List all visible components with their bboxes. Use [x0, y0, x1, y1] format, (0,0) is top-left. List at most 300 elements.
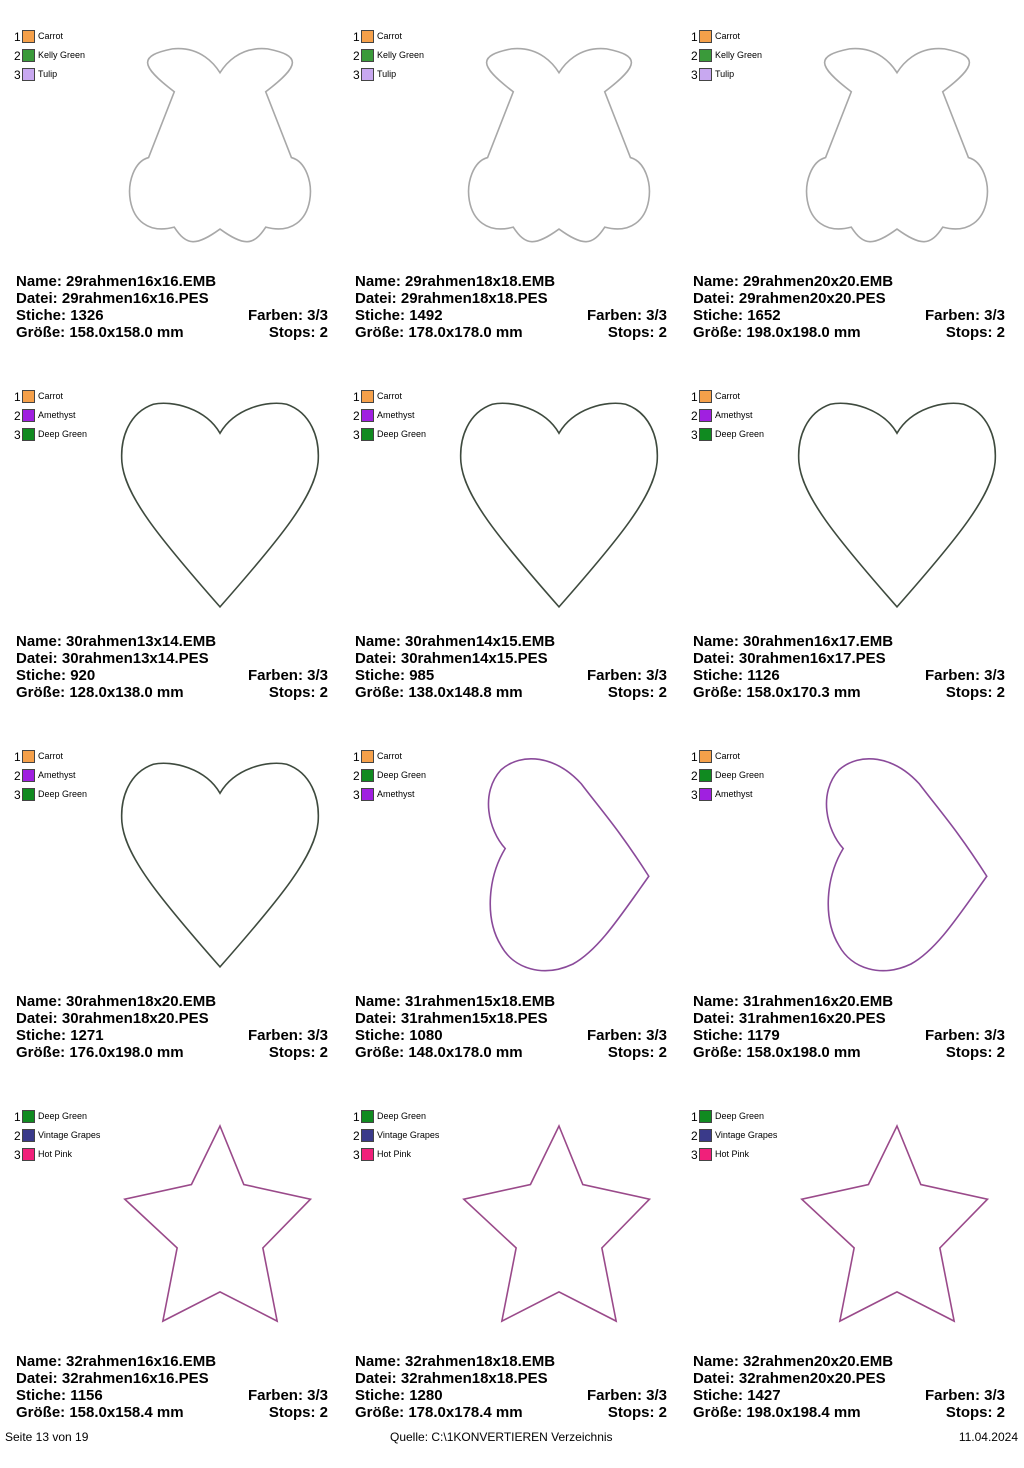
design-info [16, 273, 328, 341]
stops-value: 2 [996, 684, 1005, 701]
thread-color-swatch [699, 750, 712, 763]
thread-name: Amethyst [715, 789, 753, 799]
colors-label: Farben: [586, 307, 642, 324]
thread-color-swatch [22, 390, 35, 403]
design-name: 32rahmen16x16.EMB [66, 1353, 217, 1370]
stops-label: Stops: [945, 684, 993, 701]
design-name: 32rahmen20x20.EMB [743, 1353, 894, 1370]
size-label: Größe: [355, 1044, 405, 1061]
stitches-value: 1126 [747, 667, 780, 684]
design-outline [464, 1126, 650, 1321]
colors-label: Farben: [924, 307, 980, 324]
design-card [8, 28, 346, 388]
thread-number: 1 [353, 390, 360, 404]
stops-value: 2 [658, 324, 667, 341]
design-preview-star [120, 1126, 320, 1326]
stitches-value: 1179 [747, 1027, 780, 1044]
thread-color-swatch [361, 750, 374, 763]
size-value: 158.0x198.0 mm [746, 1044, 861, 1061]
design-card [685, 388, 1023, 748]
colors-value: 3/3 [646, 1387, 667, 1404]
name-label: Name: [693, 273, 739, 290]
page-number: Seite 13 von 19 [5, 1430, 89, 1444]
thread-color-swatch [699, 390, 712, 403]
size-value: 158.0x170.3 mm [746, 684, 861, 701]
size-value: 176.0x198.0 mm [69, 1044, 184, 1061]
thread-number: 1 [14, 30, 21, 44]
thread-color-swatch [22, 1129, 35, 1142]
stitches-label: Stiche: [355, 307, 406, 324]
thread-color-swatch [699, 30, 712, 43]
thread-number: 2 [691, 769, 698, 783]
design-name: 32rahmen18x18.EMB [405, 1353, 556, 1370]
design-name: 30rahmen18x20.EMB [66, 993, 217, 1010]
stitches-label: Stiche: [16, 307, 67, 324]
stops-value: 2 [658, 1044, 667, 1061]
size-value: 178.0x178.4 mm [408, 1404, 523, 1421]
stops-value: 2 [658, 684, 667, 701]
page-footer [0, 1428, 1024, 1446]
thread-name: Tulip [38, 69, 58, 79]
thread-number: 2 [691, 49, 698, 63]
design-info [693, 273, 1005, 341]
size-value: 178.0x178.0 mm [408, 324, 523, 341]
thread-number: 2 [14, 49, 21, 63]
thread-name: Amethyst [38, 770, 76, 780]
design-file: 29rahmen20x20.PES [738, 290, 886, 307]
design-card [347, 388, 685, 748]
thread-color-swatch [361, 68, 374, 81]
design-info [355, 273, 667, 341]
thread-color-swatch [699, 1129, 712, 1142]
thread-name: Carrot [377, 391, 403, 401]
thread-color-swatch [361, 428, 374, 441]
thread-number: 1 [14, 1110, 21, 1124]
thread-name: Carrot [377, 31, 403, 41]
colors-value: 3/3 [646, 307, 667, 324]
stops-label: Stops: [945, 1404, 993, 1421]
design-outline [130, 49, 311, 242]
thread-color-swatch [699, 68, 712, 81]
size-value: 158.0x158.0 mm [69, 324, 184, 341]
thread-color-swatch [361, 409, 374, 422]
file-label: Datei: [16, 290, 58, 307]
thread-name: Carrot [715, 31, 741, 41]
design-preview-heart [459, 396, 659, 611]
stitches-label: Stiche: [16, 1027, 67, 1044]
thread-number: 1 [14, 750, 21, 764]
size-value: 158.0x158.4 mm [69, 1404, 184, 1421]
colors-label: Farben: [247, 667, 303, 684]
file-label: Datei: [355, 290, 397, 307]
thread-color-swatch [22, 1148, 35, 1161]
thread-number: 3 [14, 788, 21, 802]
design-name: 29rahmen18x18.EMB [405, 273, 556, 290]
thread-name: Deep Green [377, 1111, 427, 1121]
stitches-value: 1652 [747, 307, 781, 324]
name-label: Name: [16, 993, 62, 1010]
stops-label: Stops: [945, 324, 993, 341]
design-name: 29rahmen20x20.EMB [743, 273, 894, 290]
colors-value: 3/3 [646, 667, 667, 684]
design-outline [469, 49, 650, 242]
design-card [685, 28, 1023, 388]
stitches-label: Stiche: [693, 1387, 744, 1404]
file-label: Datei: [693, 650, 735, 667]
size-label: Größe: [693, 324, 743, 341]
stops-label: Stops: [607, 1044, 655, 1061]
thread-name: Amethyst [715, 410, 753, 420]
file-label: Datei: [355, 650, 397, 667]
size-label: Größe: [693, 1044, 743, 1061]
stops-label: Stops: [607, 324, 655, 341]
size-label: Größe: [16, 1404, 66, 1421]
design-file: 30rahmen13x14.PES [61, 650, 209, 667]
name-label: Name: [693, 993, 739, 1010]
stitches-value: 985 [409, 667, 435, 684]
design-name: 31rahmen15x18.EMB [405, 993, 556, 1010]
stops-label: Stops: [607, 684, 655, 701]
design-card [347, 28, 685, 388]
colors-value: 3/3 [307, 307, 328, 324]
thread-number: 1 [691, 390, 698, 404]
design-preview-heart [120, 396, 320, 611]
thread-name: Carrot [38, 31, 64, 41]
thread-color-swatch [361, 30, 374, 43]
design-file: 30rahmen16x17.PES [738, 650, 886, 667]
file-label: Datei: [16, 1010, 58, 1027]
stitches-label: Stiche: [693, 1027, 744, 1044]
design-file: 30rahmen18x20.PES [61, 1010, 209, 1027]
colors-label: Farben: [586, 1387, 642, 1404]
file-label: Datei: [355, 1370, 397, 1387]
thread-name: Kelly Green [38, 50, 86, 60]
size-value: 138.0x148.8 mm [408, 684, 523, 701]
stops-label: Stops: [268, 324, 316, 341]
design-info [16, 993, 328, 1061]
thread-name: Carrot [38, 391, 64, 401]
thread-color-swatch [361, 1129, 374, 1142]
thread-name: Amethyst [377, 789, 415, 799]
stitches-label: Stiche: [693, 667, 744, 684]
design-outline [799, 403, 996, 607]
thread-name: Vintage Grapes [377, 1130, 440, 1140]
design-card [685, 748, 1023, 1108]
thread-name: Carrot [377, 751, 403, 761]
thread-name: Carrot [715, 751, 741, 761]
stitches-value: 1080 [409, 1027, 443, 1044]
size-label: Größe: [355, 324, 405, 341]
file-label: Datei: [693, 1010, 735, 1027]
thread-number: 2 [14, 1129, 21, 1143]
thread-color-swatch [22, 750, 35, 763]
name-label: Name: [16, 633, 62, 650]
design-file: 29rahmen18x18.PES [400, 290, 548, 307]
thread-number: 3 [14, 1148, 21, 1162]
thread-name: Hot Pink [377, 1149, 412, 1159]
name-label: Name: [355, 993, 401, 1010]
stitches-value: 1326 [70, 307, 104, 324]
design-name: 29rahmen16x16.EMB [66, 273, 217, 290]
thread-color-swatch [22, 788, 35, 801]
thread-number: 2 [353, 409, 360, 423]
thread-color-swatch [699, 1110, 712, 1123]
thread-name: Kelly Green [377, 50, 425, 60]
design-info [693, 1353, 1005, 1421]
design-info [693, 993, 1005, 1061]
colors-label: Farben: [586, 1027, 642, 1044]
thread-number: 3 [691, 428, 698, 442]
colors-value: 3/3 [984, 307, 1005, 324]
design-outline [461, 403, 658, 607]
size-label: Größe: [355, 1404, 405, 1421]
design-outline [802, 1126, 988, 1321]
size-value: 148.0x178.0 mm [408, 1044, 523, 1061]
stitches-value: 1280 [409, 1387, 443, 1404]
colors-value: 3/3 [646, 1027, 667, 1044]
design-preview-heart-tilted [463, 756, 653, 978]
colors-value: 3/3 [307, 1387, 328, 1404]
size-label: Größe: [16, 324, 66, 341]
thread-name: Tulip [715, 69, 735, 79]
stops-value: 2 [319, 1044, 328, 1061]
colors-value: 3/3 [307, 667, 328, 684]
thread-color-swatch [699, 409, 712, 422]
thread-name: Deep Green [715, 1111, 765, 1121]
thread-number: 3 [353, 788, 360, 802]
stitches-label: Stiche: [693, 307, 744, 324]
thread-color-swatch [22, 769, 35, 782]
file-label: Datei: [16, 650, 58, 667]
thread-color-swatch [361, 1148, 374, 1161]
thread-color-swatch [22, 49, 35, 62]
design-outline [122, 763, 319, 967]
design-card [8, 1108, 346, 1468]
colors-label: Farben: [586, 667, 642, 684]
stops-value: 2 [319, 324, 328, 341]
thread-number: 2 [353, 1129, 360, 1143]
name-label: Name: [693, 1353, 739, 1370]
design-info [355, 993, 667, 1061]
name-label: Name: [355, 273, 401, 290]
thread-name: Carrot [715, 391, 741, 401]
file-label: Datei: [693, 1370, 735, 1387]
thread-name: Amethyst [38, 410, 76, 420]
design-file: 32rahmen16x16.PES [61, 1370, 209, 1387]
thread-number: 3 [353, 1148, 360, 1162]
source-path: Quelle: C:\1KONVERTIEREN Verzeichnis [390, 1430, 613, 1444]
colors-label: Farben: [924, 1387, 980, 1404]
design-outline [122, 403, 319, 607]
design-card [347, 748, 685, 1108]
stitches-label: Stiche: [16, 1387, 67, 1404]
thread-name: Deep Green [377, 770, 427, 780]
design-preview-flower [797, 46, 997, 251]
thread-name: Deep Green [38, 1111, 88, 1121]
thread-color-swatch [22, 409, 35, 422]
name-label: Name: [16, 1353, 62, 1370]
thread-name: Deep Green [715, 429, 765, 439]
thread-number: 3 [691, 788, 698, 802]
thread-color-swatch [22, 1110, 35, 1123]
stops-label: Stops: [268, 1404, 316, 1421]
stitches-label: Stiche: [355, 1387, 406, 1404]
thread-color-swatch [361, 769, 374, 782]
print-date: 11.04.2024 [958, 1430, 1018, 1444]
thread-number: 3 [691, 68, 698, 82]
stops-value: 2 [996, 1404, 1005, 1421]
design-outline [826, 759, 986, 971]
stitches-value: 1156 [70, 1387, 103, 1404]
thread-number: 2 [691, 409, 698, 423]
thread-number: 2 [14, 409, 21, 423]
thread-color-swatch [361, 390, 374, 403]
colors-value: 3/3 [984, 667, 1005, 684]
stops-label: Stops: [607, 1404, 655, 1421]
thread-color-swatch [699, 428, 712, 441]
design-name: 31rahmen16x20.EMB [743, 993, 894, 1010]
design-outline [125, 1126, 311, 1321]
size-label: Größe: [693, 684, 743, 701]
thread-number: 1 [353, 750, 360, 764]
thread-number: 1 [691, 30, 698, 44]
thread-number: 3 [353, 68, 360, 82]
thread-name: Carrot [38, 751, 64, 761]
design-file: 30rahmen14x15.PES [400, 650, 548, 667]
size-label: Größe: [355, 684, 405, 701]
thread-color-swatch [22, 68, 35, 81]
design-file: 32rahmen20x20.PES [738, 1370, 886, 1387]
thread-name: Deep Green [377, 429, 427, 439]
thread-number: 2 [353, 769, 360, 783]
design-name: 30rahmen16x17.EMB [743, 633, 894, 650]
thread-color-swatch [361, 49, 374, 62]
file-label: Datei: [16, 1370, 58, 1387]
design-card [347, 1108, 685, 1468]
thread-name: Hot Pink [38, 1149, 73, 1159]
colors-label: Farben: [247, 1027, 303, 1044]
thread-name: Vintage Grapes [715, 1130, 778, 1140]
design-card [8, 388, 346, 748]
stops-value: 2 [996, 324, 1005, 341]
stops-value: 2 [996, 1044, 1005, 1061]
thread-color-swatch [699, 49, 712, 62]
stitches-value: 920 [70, 667, 96, 684]
thread-color-swatch [22, 30, 35, 43]
thread-number: 3 [14, 68, 21, 82]
stitches-value: 1492 [409, 307, 443, 324]
thread-number: 2 [14, 769, 21, 783]
thread-color-swatch [361, 1110, 374, 1123]
thread-color-swatch [361, 788, 374, 801]
design-name: 30rahmen14x15.EMB [405, 633, 556, 650]
size-value: 198.0x198.4 mm [746, 1404, 861, 1421]
colors-label: Farben: [247, 1387, 303, 1404]
design-info [16, 1353, 328, 1421]
size-label: Größe: [693, 1404, 743, 1421]
design-info [355, 633, 667, 701]
colors-label: Farben: [924, 1027, 980, 1044]
size-label: Größe: [16, 684, 66, 701]
thread-number: 2 [353, 49, 360, 63]
stitches-value: 1271 [70, 1027, 104, 1044]
thread-number: 3 [691, 1148, 698, 1162]
thread-number: 3 [14, 428, 21, 442]
thread-number: 1 [691, 750, 698, 764]
stitches-label: Stiche: [16, 667, 67, 684]
design-info [693, 633, 1005, 701]
name-label: Name: [693, 633, 739, 650]
design-file: 31rahmen16x20.PES [738, 1010, 886, 1027]
colors-value: 3/3 [984, 1387, 1005, 1404]
stops-label: Stops: [945, 1044, 993, 1061]
design-preview-heart-tilted [801, 756, 991, 978]
thread-number: 2 [691, 1129, 698, 1143]
design-file: 32rahmen18x18.PES [400, 1370, 548, 1387]
thread-number: 1 [691, 1110, 698, 1124]
colors-value: 3/3 [984, 1027, 1005, 1044]
design-preview-flower [459, 46, 659, 251]
stops-label: Stops: [268, 684, 316, 701]
design-outline [807, 49, 988, 242]
thread-name: Vintage Grapes [38, 1130, 101, 1140]
thread-number: 1 [353, 30, 360, 44]
stops-value: 2 [658, 1404, 667, 1421]
stops-value: 2 [319, 1404, 328, 1421]
thread-color-swatch [22, 428, 35, 441]
colors-label: Farben: [247, 307, 303, 324]
design-name: 30rahmen13x14.EMB [66, 633, 217, 650]
design-info [16, 633, 328, 701]
stitches-value: 1427 [747, 1387, 781, 1404]
stops-label: Stops: [268, 1044, 316, 1061]
colors-label: Farben: [924, 667, 980, 684]
thread-number: 3 [353, 428, 360, 442]
thread-number: 1 [353, 1110, 360, 1124]
size-value: 198.0x198.0 mm [746, 324, 861, 341]
thread-color-swatch [699, 788, 712, 801]
size-label: Größe: [16, 1044, 66, 1061]
colors-value: 3/3 [307, 1027, 328, 1044]
stitches-label: Stiche: [355, 667, 406, 684]
thread-name: Hot Pink [715, 1149, 750, 1159]
name-label: Name: [16, 273, 62, 290]
file-label: Datei: [355, 1010, 397, 1027]
thread-name: Deep Green [38, 429, 88, 439]
design-info [355, 1353, 667, 1421]
size-value: 128.0x138.0 mm [69, 684, 184, 701]
design-card [8, 748, 346, 1108]
thread-number: 1 [14, 390, 21, 404]
design-file: 31rahmen15x18.PES [400, 1010, 548, 1027]
thread-color-swatch [699, 1148, 712, 1161]
design-preview-star [797, 1126, 997, 1326]
thread-name: Kelly Green [715, 50, 763, 60]
design-outline [488, 759, 648, 971]
design-preview-heart [120, 756, 320, 971]
thread-name: Tulip [377, 69, 397, 79]
stops-value: 2 [319, 684, 328, 701]
design-preview-star [459, 1126, 659, 1326]
design-file: 29rahmen16x16.PES [61, 290, 209, 307]
design-card [685, 1108, 1023, 1468]
name-label: Name: [355, 633, 401, 650]
name-label: Name: [355, 1353, 401, 1370]
thread-name: Deep Green [715, 770, 765, 780]
design-preview-heart [797, 396, 997, 611]
stitches-label: Stiche: [355, 1027, 406, 1044]
thread-name: Deep Green [38, 789, 88, 799]
